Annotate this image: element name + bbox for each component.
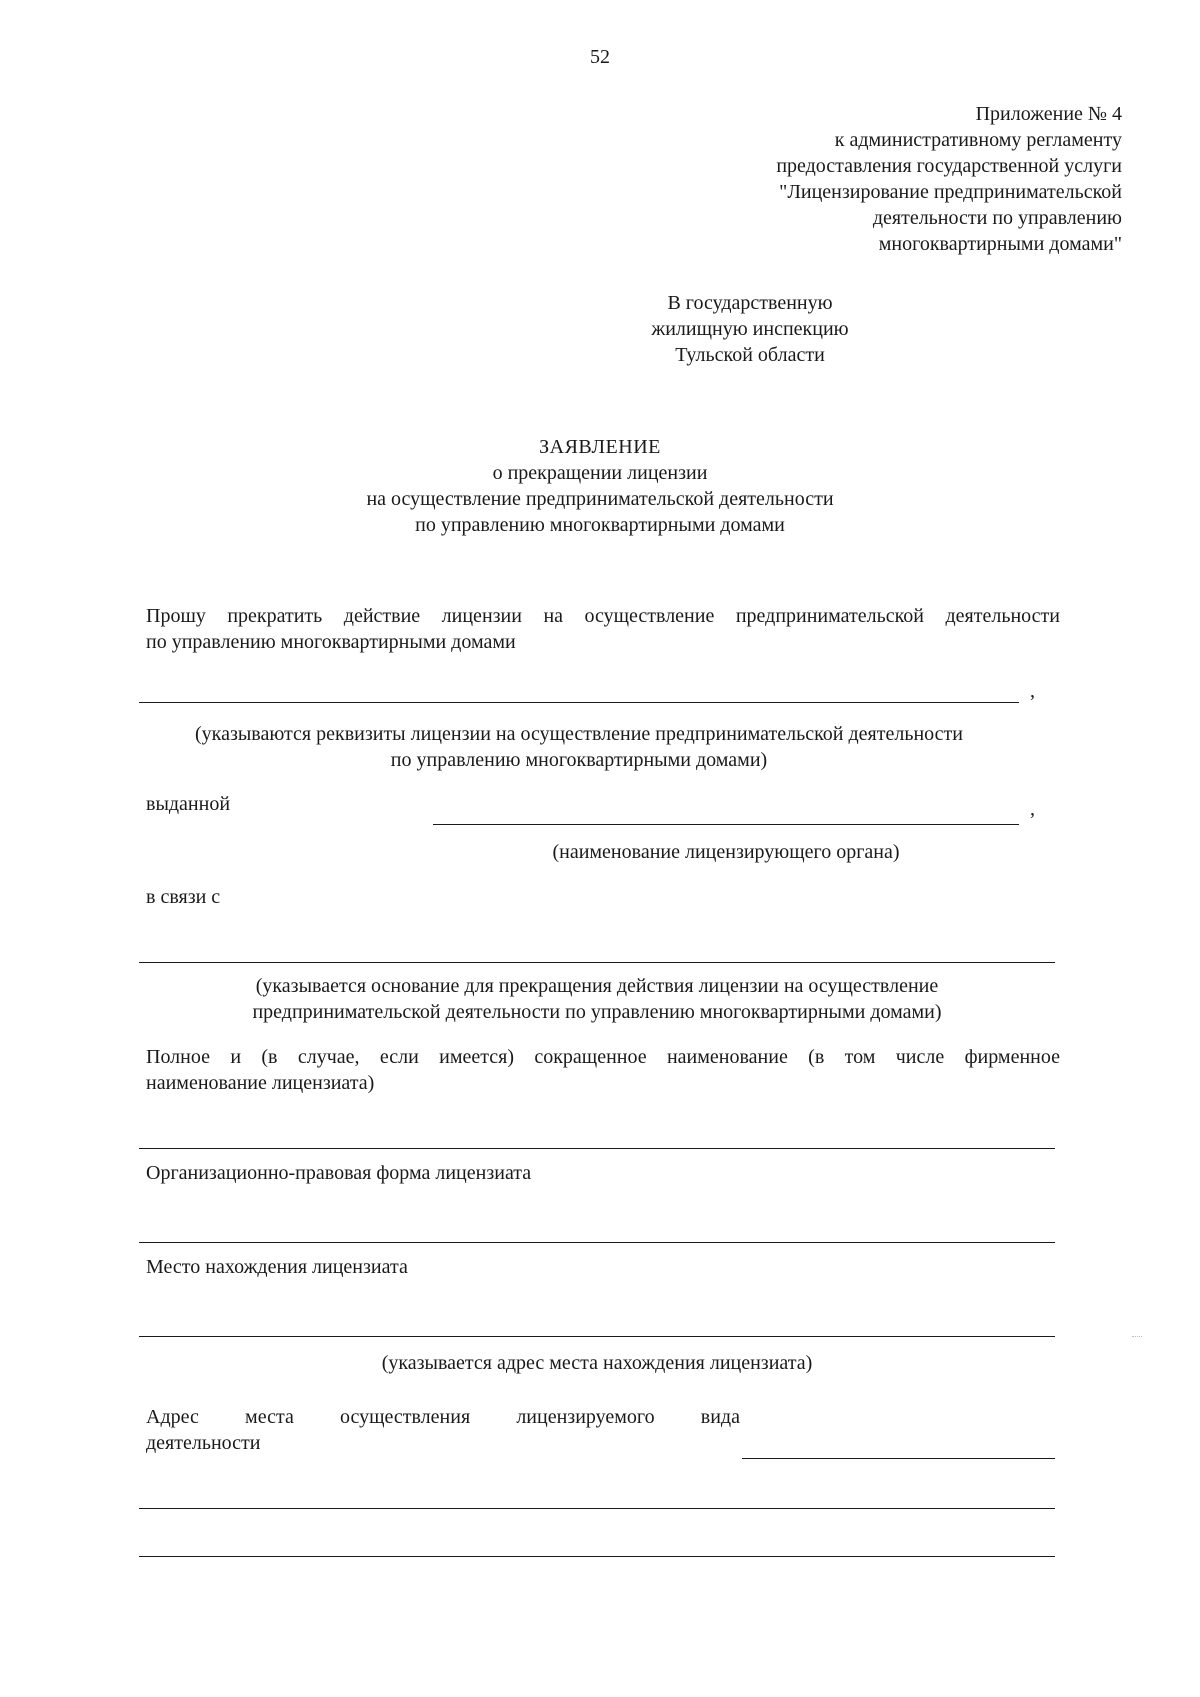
appendix-line: деятельности по управлению: [872, 207, 1122, 229]
location-hint: (указывается адрес места нахождения лицензиата): [381, 1352, 813, 1374]
scan-artifact: [1132, 1336, 1142, 1337]
reason-label: в связи с: [146, 886, 221, 908]
request-text-line: Прошу прекратить действие лицензии на осуществление предпринимательской деятельности: [146, 605, 1060, 627]
document-title-block: [200, 434, 1000, 538]
document-subtitle-line: о прекращении лицензии: [492, 462, 708, 484]
termination-reason-field[interactable]: [139, 962, 1055, 963]
full-name-paragraph: [146, 1044, 1060, 1096]
document-title: ЗАЯВЛЕНИЕ: [539, 436, 661, 458]
hint-line: по управлению многоквартирными домами): [390, 749, 768, 771]
activity-address-field[interactable]: [139, 1508, 1055, 1509]
legal-form-label: Организационно-правовая форма лицензиата: [146, 1162, 532, 1184]
appendix-line: "Лицензирование предпринимательской: [779, 181, 1122, 203]
license-details-field[interactable]: [139, 702, 1019, 703]
recipient-block: [600, 290, 900, 368]
activity-address-paragraph: [146, 1404, 740, 1456]
comma: ,: [1030, 798, 1035, 820]
termination-reason-hint: [139, 973, 1055, 1025]
activity-address-text-line: Адрес места осуществления лицензируемого вида: [146, 1406, 740, 1428]
document-subtitle-line: на осуществление предпринимательской деятельности: [366, 488, 834, 510]
request-paragraph: [146, 603, 1060, 655]
appendix-line: многоквартирными домами": [878, 233, 1122, 255]
recipient-line: В государственную: [667, 292, 833, 314]
document-subtitle-line: по управлению многоквартирными домами: [415, 514, 785, 536]
recipient-line: жилищную инспекцию: [651, 318, 849, 340]
appendix-line: к административному регламенту: [834, 129, 1122, 151]
location-label: Место нахождения лицензиата: [146, 1256, 408, 1278]
licensing-authority-field[interactable]: [433, 824, 1019, 825]
appendix-line: Приложение № 4: [975, 103, 1122, 125]
hint-line: (указываются реквизиты лицензии на осуществление предпринимательской деятельности: [195, 723, 963, 745]
appendix-header: [602, 101, 1122, 257]
hint-line: предпринимательской деятельности по управлению многоквартирными домами): [252, 1001, 942, 1023]
full-name-text-line: Полное и (в случае, если имеется) сокращенное наименование (в том числе фирменное: [146, 1046, 1060, 1068]
activity-address-text-line: деятельности: [146, 1432, 261, 1454]
hint-line: (указывается основание для прекращения действия лицензии на осуществление: [255, 975, 939, 997]
license-details-hint: [139, 721, 1019, 773]
comma: ,: [1030, 680, 1035, 702]
page-number: 52: [590, 46, 610, 68]
legal-form-field[interactable]: [139, 1242, 1055, 1243]
issued-by-label: выданной: [146, 793, 231, 815]
activity-address-field[interactable]: [139, 1556, 1055, 1557]
activity-address-field-first[interactable]: [742, 1458, 1055, 1459]
full-name-text-line: наименование лицензиата): [146, 1072, 375, 1094]
licensing-authority-hint: (наименование лицензирующего органа): [552, 841, 900, 863]
appendix-line: предоставления государственной услуги: [776, 155, 1122, 177]
location-field[interactable]: [139, 1336, 1055, 1337]
licensee-name-field[interactable]: [139, 1148, 1055, 1149]
request-text-line: по управлению многоквартирными домами: [146, 631, 516, 653]
recipient-line: Тульской области: [675, 344, 825, 366]
